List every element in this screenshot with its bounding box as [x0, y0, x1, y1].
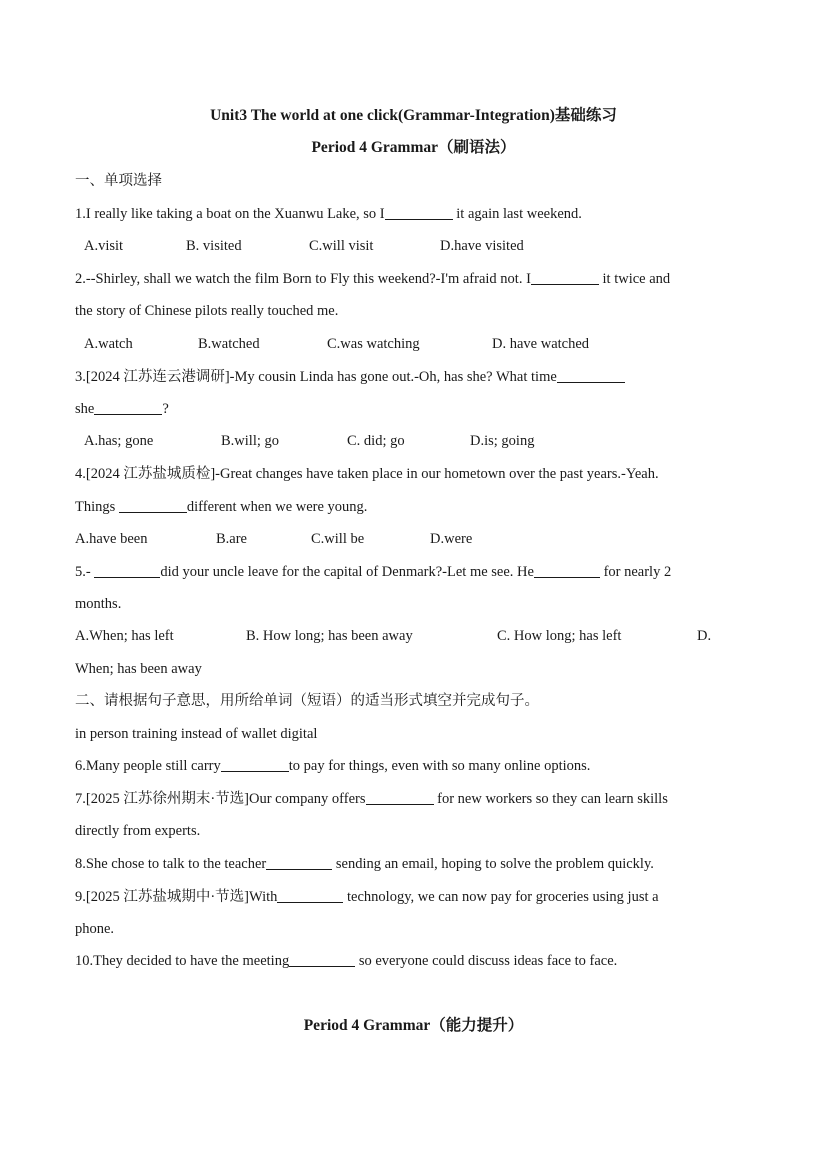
option-d: D. have watched	[492, 336, 590, 352]
question-7	[75, 789, 668, 809]
question-2	[75, 269, 670, 289]
question-text: to pay for things, even with so many online options.	[288, 758, 591, 774]
option-c: C. How long; has left	[497, 628, 622, 644]
question-9	[75, 887, 659, 907]
question-text: Things	[75, 499, 119, 515]
question-text: 2.--Shirley, shall we watch the film Born to Fly this weekend?-I'm afraid not. I	[75, 271, 531, 287]
option-a: A.has; gone	[84, 433, 154, 449]
question-text: 10.They decided to have the meeting	[75, 953, 290, 969]
answer-blank[interactable]	[534, 562, 600, 578]
question-text: for new workers so they can learn skills	[433, 791, 668, 807]
option-a: A.visit	[84, 238, 124, 254]
option-b: B.are	[216, 531, 247, 547]
question-4-continued	[75, 497, 367, 517]
question-text: it again last weekend.	[452, 206, 582, 222]
question-text: ?	[162, 401, 169, 417]
answer-blank[interactable]	[94, 562, 160, 578]
question-text: it twice and	[598, 271, 671, 287]
option-a: A.When; has left	[75, 628, 174, 644]
section2-heading: 二、请根据句子意思，用所给单词（短语）的适当形式填空并完成句子。	[75, 693, 539, 709]
question-5	[75, 562, 671, 582]
option-d: D.have visited	[440, 238, 524, 254]
question-text: for nearly 2	[599, 564, 672, 580]
question-text: did your uncle leave for the capital of Denmark?-Let me see. He	[160, 564, 534, 580]
option-a: A.have been	[75, 531, 148, 547]
document-subtitle: Period 4 Grammar（刷语法）	[311, 139, 516, 156]
option-d: D.	[697, 628, 712, 644]
question-7-continued: directly from experts.	[75, 823, 201, 839]
answer-blank[interactable]	[94, 399, 162, 415]
option-c: C.was watching	[327, 336, 420, 352]
question-text: 5.-	[75, 564, 95, 580]
option-b: B.will; go	[221, 433, 280, 449]
question-1	[75, 204, 582, 224]
option-a: A.watch	[84, 336, 133, 352]
question-text: 3.[2024 江苏连云港调研]-My cousin Linda has gone out.-Oh, has she? What time	[75, 369, 557, 385]
question-text: different when we were young.	[186, 499, 368, 515]
answer-blank[interactable]	[531, 269, 599, 285]
option-c: C. did; go	[347, 433, 405, 449]
option-d: D.were	[430, 531, 473, 547]
answer-blank[interactable]	[366, 789, 434, 805]
question-9-continued: phone.	[75, 921, 115, 937]
question-text: technology, we can now pay for groceries using just a	[343, 889, 659, 905]
question-text: sending an email, hoping to solve the problem quickly.	[332, 856, 654, 872]
question-text: 7.[2025 江苏徐州期末·节选]Our company offers	[75, 791, 366, 807]
option-b: B. How long; has been away	[246, 628, 413, 644]
answer-blank[interactable]	[277, 887, 343, 903]
section-heading-ability: Period 4 Grammar（能力提升）	[303, 1017, 524, 1034]
question-5-continued: months.	[75, 596, 122, 612]
question-3	[75, 367, 625, 387]
option-d: D.is; going	[470, 433, 535, 449]
section1-heading: 一、单项选择	[75, 173, 162, 189]
answer-blank[interactable]	[221, 756, 289, 772]
option-c: C.will be	[311, 531, 365, 547]
question-2-continued: the story of Chinese pilots really touched me.	[75, 303, 339, 319]
question-text: 9.[2025 江苏盐城期中·节选]With	[75, 889, 278, 905]
answer-blank[interactable]	[557, 367, 625, 383]
question-text: 8.She chose to talk to the teacher	[75, 856, 267, 872]
question-text: she	[75, 401, 95, 417]
answer-blank[interactable]	[119, 497, 187, 513]
answer-blank[interactable]	[385, 204, 453, 220]
question-8	[75, 854, 654, 874]
question-3-continued	[75, 399, 169, 419]
option-d-continued: When; has been away	[75, 661, 202, 677]
question-text: 1.I really like taking a boat on the Xuanwu Lake, so I	[75, 206, 385, 222]
question-10	[75, 951, 617, 971]
option-c: C.will visit	[309, 238, 374, 254]
question-6	[75, 756, 590, 776]
answer-blank[interactable]	[289, 951, 355, 967]
word-bank: in person training instead of wallet digital	[75, 726, 318, 742]
document-title: Unit3 The world at one click(Grammar-Integration)基础练习	[210, 107, 617, 124]
option-b: B. visited	[186, 238, 242, 254]
option-b: B.watched	[198, 336, 260, 352]
question-4: 4.[2024 江苏盐城质检]-Great changes have taken place in our hometown over the past years.-Yeah.	[75, 466, 659, 482]
answer-blank[interactable]	[266, 854, 332, 870]
question-text: so everyone could discuss ideas face to face.	[355, 953, 618, 969]
question-text: 6.Many people still carry	[75, 758, 221, 774]
